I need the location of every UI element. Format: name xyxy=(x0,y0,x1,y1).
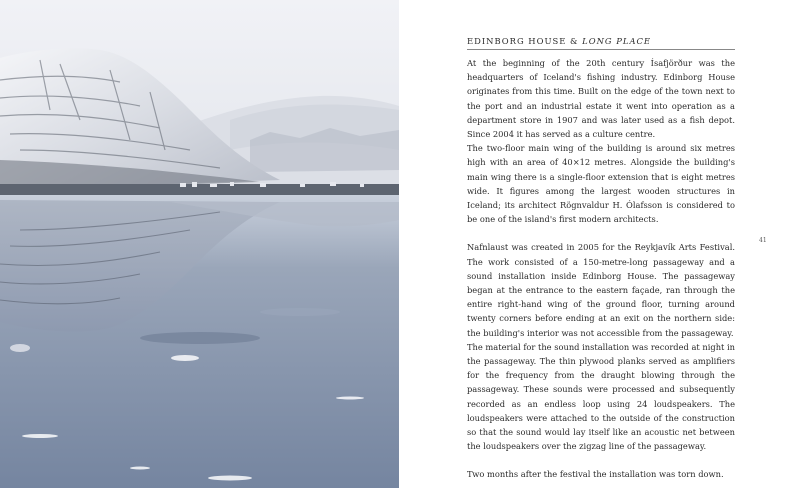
heading-rule xyxy=(467,49,735,50)
paragraph: At the beginning of the 20th century Ísafjörður was the headquarters of Iceland's fishing industry. Edinborg House originates from this time. Built on the edge of the town next to the port and an industrial estate it went into operation as a department store in 1907 and was later used as a fish depot. Since 2004 it has served as a culture centre. xyxy=(467,58,735,140)
heading-subtitle: LONG PLACE xyxy=(582,36,652,46)
fjord-landscape-image xyxy=(0,0,399,488)
section-heading xyxy=(467,36,737,46)
fjord-photograph xyxy=(0,0,399,488)
paragraph: Two months after the festival the installation was torn down. xyxy=(467,469,724,480)
text-page xyxy=(399,0,800,488)
body-text xyxy=(467,56,735,482)
paragraph: Nafnlaust was created in 2005 for the Reykjavík Arts Festival. The work consisted of a 150-metre-long passageway and a sound installation inside Edinborg House. The passageway began at the entrance to the eastern façade, ran through the entire right-hand wing of the ground floor, turning around twenty corners before ending at an exit on the northern side: the building's interior was not accessible from the passageway. xyxy=(467,242,735,338)
page-number: 41 xyxy=(759,237,767,244)
paragraph: The two-floor main wing of the building is around six metres high with an area of 40×12 metres. Alongside the building's main wing there is a single-floor extension that is eight metres wide. It figures among the largest wooden structures in Iceland; its architect Rögnvaldur H. Ólafsson is considered to be one of the island's first modern architects. xyxy=(467,143,735,225)
heading-separator: & xyxy=(566,36,583,46)
heading-title: EDINBORG HOUSE xyxy=(467,36,567,46)
paragraph: The material for the sound installation was recorded at night in the passageway. The thin plywood planks served as amplifiers for the frequency from the draught blowing through the passageway. These sounds were processed and subsequently recorded as an endless loop using 24 loudspeakers. The loudspeakers were attached to the outside of the construction so that the sound would lay itself like an acoustic net between the loudspeakers over the zigzag line of the passageway. xyxy=(467,341,736,452)
shoreline xyxy=(0,184,399,196)
